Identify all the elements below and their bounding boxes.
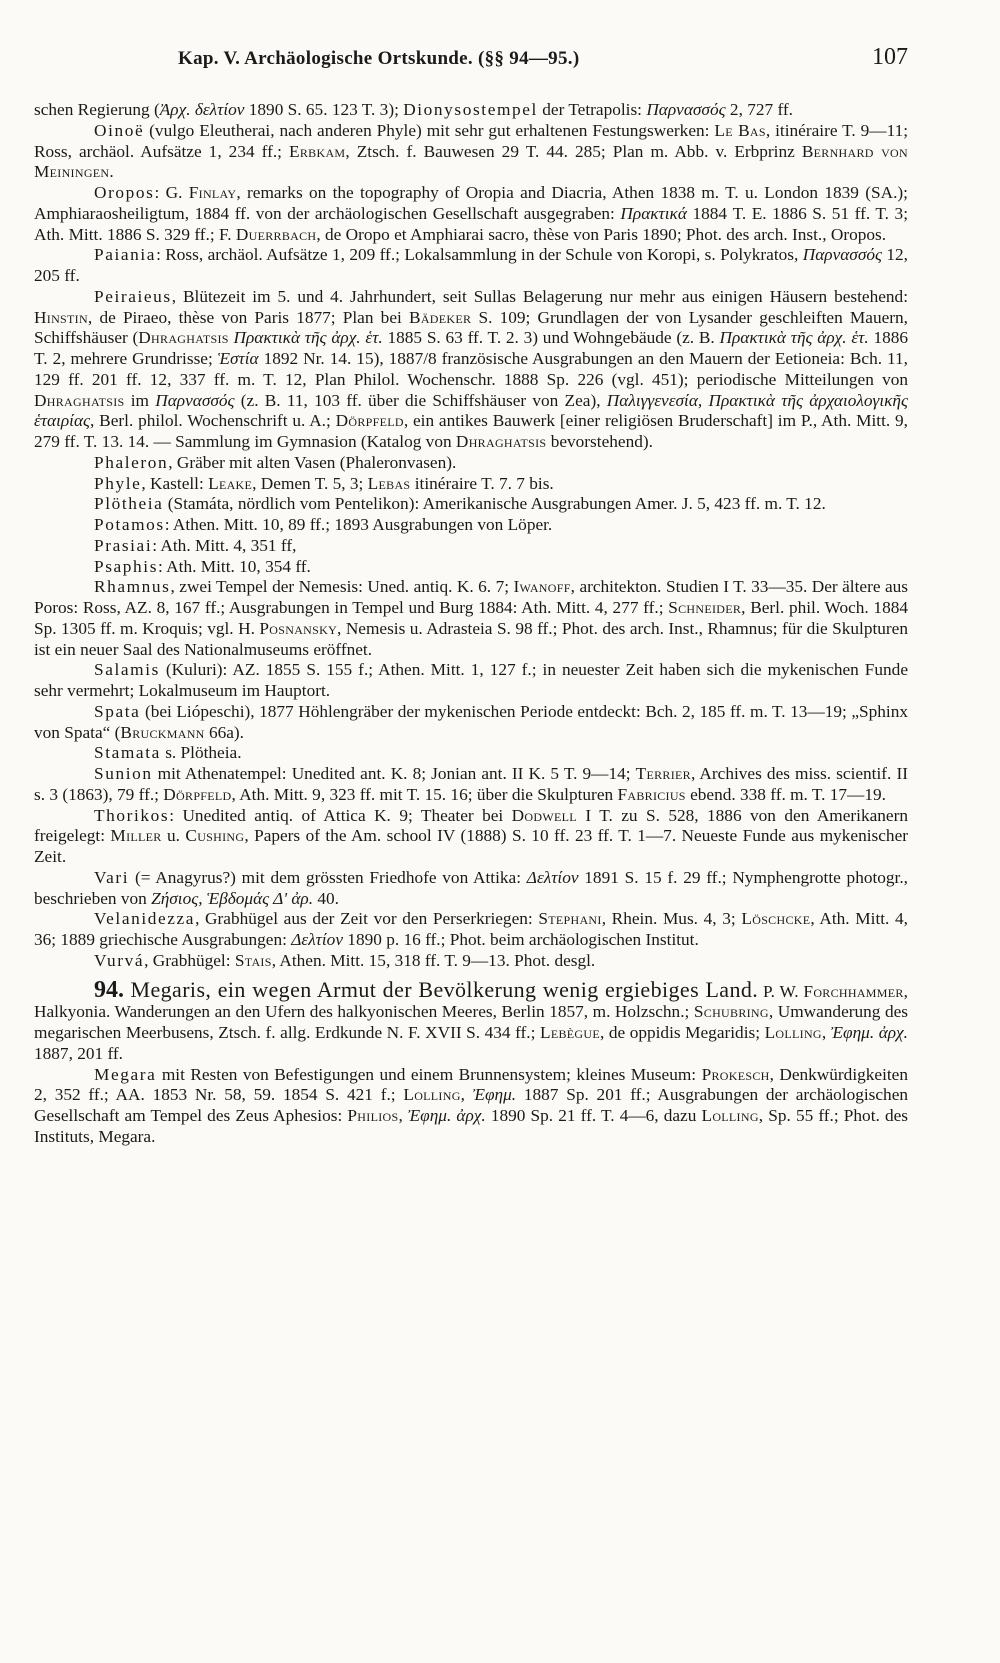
text-run: , de oppidis Megaridis; — [599, 1023, 765, 1042]
text-run: : Athen. Mitt. 10, 89 ff.; 1893 Ausgrabungen von Löper. — [164, 515, 553, 534]
text-run: 1887, 201 ff. — [34, 1043, 123, 1063]
section-heading-paragraph — [34, 976, 909, 1065]
paragraph — [34, 453, 908, 474]
paragraph — [34, 536, 908, 557]
greek-citation: Παρνασσός — [155, 390, 235, 410]
text-run: 1885 S. 63 ff. T. 2. 3) und Wohngebäude (z. B. — [382, 328, 720, 348]
text-run: , Ath. Mitt. 9, 323 ff. mit T. 15. 16; über die Skulpturen — [231, 784, 618, 804]
text-run: , Ath. Mitt. 4, 36; 1889 griechische Ausgrabungen: — [34, 909, 909, 949]
section-title: , ein wegen Armut der Bevölkerung wenig ergiebiges Land. — [205, 976, 759, 1002]
author-name: Löschcke — [741, 909, 811, 929]
text-run: , de Piraeo, thèse von Paris 1877; Plan bei — [87, 307, 409, 327]
author-name: Iwanoff — [513, 577, 571, 597]
greek-citation: Ἐφημ. ἀρχ. — [407, 1106, 486, 1125]
paragraph — [34, 764, 908, 806]
text-run: 1890 p. 16 ff.; Phot. beim archäologischen Institut. — [342, 930, 699, 949]
text-run: 1890 S. 65. 123 T. 3); — [244, 100, 404, 119]
paragraph — [34, 100, 908, 121]
place-name: Stamata — [94, 743, 161, 763]
text-run: , Denkwürdigkeiten 2, 352 ff.; AA. 1853 Nr. 58, 59. 1854 S. 421 f.; — [34, 1064, 908, 1105]
text-run: u. — [161, 826, 186, 846]
author-name: Schneider — [668, 598, 742, 617]
text-run: 1886 T. 2, mehrere Grundrisse; — [34, 328, 909, 368]
text-run: 1891 S. 15 f. 29 ff.; Nymphengrotte photogr., beschrieben von — [34, 867, 908, 908]
place-name: Oinoë — [94, 120, 145, 140]
section-number: 94. — [94, 976, 131, 1003]
paragraph — [34, 245, 908, 287]
paragraph — [34, 287, 908, 453]
place-name: Potamos — [94, 515, 165, 534]
author-name: Lolling — [701, 1106, 759, 1125]
section-heading: Megaris — [130, 976, 206, 1002]
text-run: 1890 Sp. 21 ff. T. 4—6, dazu — [485, 1106, 702, 1125]
author-name: Dhraghatsis — [138, 328, 229, 348]
text-run: (bei Liópeschi), 1877 Höhlengräber der mykenischen Periode entdeckt: Bch. 2, 185 ff. m. T. 13—19; „Sphinx von Spata“ ( — [34, 701, 908, 742]
author-name: Posnansky — [259, 618, 338, 638]
text-run: , — [460, 1085, 473, 1105]
place-name: Plötheia — [94, 494, 164, 514]
greek-citation: Ἑστία — [217, 349, 259, 368]
author-name: Schubring — [693, 1002, 769, 1022]
author-name: Stais — [234, 950, 272, 970]
text-run: 1887 Sp. 201 ff.; Ausgrabungen der archäologischen Gesellschaft am Tempel des Zeus Aphesios: — [34, 1085, 909, 1125]
running-title: Kap. V. Archäologische Ortskunde. (§§ 94—95.) — [178, 48, 580, 69]
paragraph — [34, 557, 908, 578]
place-name: Spata — [94, 701, 141, 721]
author-name: Miller — [110, 826, 162, 846]
author-name: Dhraghatsis — [455, 432, 547, 451]
greek-citation: Δελτίον — [526, 867, 579, 887]
place-name: Rhamnus — [94, 577, 171, 597]
text-run: : Unedited antiq. of Attica K. 9; Theater bei — [169, 805, 512, 825]
place-name: Salamis — [94, 660, 160, 680]
author-name: Bruckmann — [120, 722, 205, 742]
text-run: (Stamáta, nördlich vom Pentelikon): Amerikanische Ausgrabungen Amer. J. 5, 423 ff. m. T. 12. — [163, 494, 826, 514]
place-name: Sunion — [94, 764, 153, 783]
author-name: Leake — [208, 473, 253, 493]
author-name: Dhraghatsis — [34, 390, 125, 410]
paragraph — [34, 183, 908, 245]
text-run: 1884 T. E. 1886 S. 51 ff. T. 3; Ath. Mitt. 1886 S. 329 ff.; F. — [34, 203, 908, 244]
place-name: Phaleron — [94, 452, 169, 472]
place-name: Velanidezza — [94, 909, 196, 929]
text-run: , de Oropo et Amphiarai sacro, thèse von Paris 1890; Phot. des arch. Inst., Oropos. — [316, 224, 887, 244]
paragraph — [34, 1065, 908, 1148]
author-name: Hinstin — [34, 307, 88, 327]
author-name: Le Bas — [714, 120, 766, 140]
text-run: , Athen. Mitt. 15, 318 ff. T. 9—13. Phot. desgl. — [271, 950, 596, 970]
text-run: : G. — [154, 183, 189, 202]
greek-citation: Ἀρχ. δελτίον — [159, 100, 245, 119]
greek-citation: Ἐφημ. — [472, 1085, 517, 1105]
author-name: Erbkam — [289, 141, 346, 161]
author-name: Terrier — [635, 764, 691, 783]
text-run: , — [398, 1106, 408, 1125]
paragraph — [34, 743, 908, 764]
text-run: s. Plötheia. — [160, 743, 242, 763]
paragraph — [34, 494, 908, 515]
text-run: , Papers of the Am. school IV (1888) S. 10 ff. 23 ff. T. 1—7. Neueste Funde aus mykenischer Zeit. — [34, 826, 908, 866]
author-name: Lebègue — [539, 1023, 600, 1042]
author-name: Dörpfeld — [335, 411, 404, 431]
text-run: , Rhein. Mus. 4, 3; — [601, 909, 742, 929]
author-name: Bernhard von Meiningen — [34, 141, 908, 182]
page-header — [178, 44, 908, 80]
greek-citation: Παλιγγενεσία, Πρακτικὰ τῆς ἀρχαιολογικῆς ἑταιρίας — [34, 390, 909, 431]
place-name: Phyle — [94, 473, 142, 493]
text-run: , architekton. Studien I T. 33—35. Der ältere aus Poros: Ross, AZ. 8, 167 ff.; Ausgrabungen in Tempel und Burg 1884: Ath. Mitt. 4, 277 ff.; — [34, 577, 908, 617]
place-name: Paiania — [94, 245, 157, 265]
text-run: , Berl. philol. Wochenschrift u. A.; — [90, 411, 336, 431]
body-text — [34, 100, 908, 1148]
place-name: Vurvá — [94, 950, 145, 970]
text-run: im — [124, 390, 156, 410]
greek-citation: Πρακτικά — [620, 203, 687, 223]
place-name: Oropos — [94, 183, 155, 202]
place-name: Psaphis — [94, 556, 159, 576]
text-run: : Ath. Mitt. 10, 354 ff. — [158, 556, 311, 576]
greek-citation: Πρακτικὰ τῆς ἀρχ. ἑτ. — [233, 328, 383, 348]
place-name: Prasiai — [94, 535, 153, 555]
author-name: Philios — [347, 1106, 399, 1125]
paragraph — [34, 121, 908, 183]
text-run: ebend. 338 ff. m. T. 17—19. — [685, 784, 886, 804]
text-run: der Tetrapolis: — [537, 100, 647, 119]
greek-citation: Πρακτικὰ τῆς ἀρχ. ἑτ. — [719, 328, 869, 348]
paragraph — [34, 515, 908, 536]
text-run: , — [821, 1023, 831, 1042]
text-run: bevorstehend). — [546, 432, 653, 451]
author-name: Duerrbach — [235, 224, 317, 244]
text-run: , Berl. phil. Woch. 1884 Sp. 1305 ff. m. Kroquis; vgl. H. — [34, 598, 908, 638]
author-name: Dörpfeld — [163, 784, 232, 804]
author-name: Dodwell — [511, 805, 577, 825]
text-run: , Blütezeit im 5. und 4. Jahrhundert, seit Sullas Belagerung nur mehr aus einigen Häusern bestehend: — [171, 286, 908, 306]
text-run: schen Regierung ( — [34, 100, 160, 119]
author-name: Lolling — [764, 1023, 822, 1042]
text-run: mit Resten von Befestigungen und einem Brunnensystem; kleines Museum: — [156, 1064, 702, 1084]
text-run: . — [109, 162, 114, 182]
place-name: Thorikos — [94, 805, 170, 825]
greek-citation: Ἐφημ. ἀρχ. — [830, 1023, 908, 1042]
text-run: , Halkyonia. Wanderungen an den Ufern des halkyonischen Meeres, Berlin 1857, m. Holzschn.; — [34, 981, 908, 1022]
author-name: Lolling — [403, 1085, 461, 1105]
paragraph — [34, 577, 908, 660]
text-run: mit Athenatempel: Unedited ant. K. 8; Jonian ant. II K. 5 T. 9—14; — [152, 764, 636, 783]
greek-citation: Παρνασσός — [646, 100, 726, 119]
text-run: , zwei Tempel der Nemesis: Uned. antiq. K. 6. 7; — [170, 577, 514, 597]
text-run: 12, 205 ff. — [34, 245, 908, 285]
place-name: Peiraieus — [94, 286, 172, 306]
author-name: Bädeker — [409, 307, 472, 327]
text-run: 2, 727 ff. — [725, 100, 793, 119]
text-run: (Kuluri): AZ. 1855 S. 155 f.; Athen. Mitt. 1, 127 f.; in neuester Zeit haben sich die mykenischen Funde sehr vermehrt; Lokalmuseum im Hauptort. — [34, 660, 908, 700]
place-name: Megara — [94, 1064, 157, 1084]
text-run: , Nemesis u. Adrasteia S. 98 ff.; Phot. des arch. Inst., Rhamnus; für die Skulpturen ist ein neuer Saal des Nationalmuseums eröffnet. — [34, 618, 908, 659]
text-run: : Ross, archäol. Aufsätze 1, 209 ff.; Lokalsammlung in der Schule von Koropi, s. Polykratos, — [156, 245, 803, 265]
text-run: , ein antikes Bauwerk [einer religiösen Bruderschaft] im P., Ath. Mitt. 9, 279 ff. T. 13. 14. — Sammlung im Gymnasion (Katalog von — [34, 411, 908, 451]
author-name: Forchhammer — [803, 981, 904, 1001]
text-run: : Ath. Mitt. 4, 351 ff, — [152, 535, 297, 555]
place-name: Vari — [94, 867, 130, 887]
paragraph — [34, 806, 908, 868]
text-run: , Umwanderung des megarischen Meerbusens, Ztsch. f. allg. Erdkunde N. F. XVII S. 434 ff.; — [34, 1002, 909, 1042]
place-name: Dionysostempel — [403, 100, 538, 119]
text-run: , Grabhügel: — [144, 950, 235, 970]
paragraph — [34, 660, 908, 702]
text-run: , itinéraire T. 9—11; Ross, archäol. Aufsätze 1, 234 ff.; — [34, 120, 909, 161]
greek-citation: Παρνασσός — [802, 245, 883, 265]
text-run: , Demen T. 5, 3; — [252, 473, 368, 493]
paragraph — [34, 868, 908, 910]
text-run: I T. zu S. 528, 1886 von den Amerikanern freigelegt: — [34, 805, 908, 846]
greek-citation: Ζήσιος, Ἑβδομάς Δ' ἀρ. — [151, 888, 314, 908]
text-run: (vulgo Eleutherai, nach anderen Phyle) mit sehr gut erhaltenen Festungswerken: — [144, 120, 715, 140]
text-run: (z. B. 11, 103 ff. über die Schiffshäuser von Zea), — [234, 390, 607, 410]
text-run: , Grabhügel aus der Zeit vor den Perserkriegen: — [195, 909, 539, 929]
paragraph — [34, 702, 908, 744]
paragraph — [34, 909, 908, 951]
page-number: 107 — [872, 44, 908, 70]
author-name: Lebas — [367, 473, 411, 493]
text-run: 66a). — [204, 722, 244, 742]
text-run: , Ztsch. f. Bauwesen 29 T. 44. 285; Plan m. Abb. v. Erbprinz — [345, 141, 802, 161]
author-name: Stephani — [538, 909, 602, 929]
text-run: 40. — [313, 888, 339, 908]
text-run: itinéraire T. 7. 7 bis. — [410, 473, 554, 493]
text-run: , Kastell: — [141, 473, 209, 493]
author-name: Fabricius — [617, 784, 686, 804]
text-run: 1892 Nr. 14. 15), 1887/8 französische Ausgrabungen an den Mauern der Eetioneia: Bch. 11, 129 ff. 201 ff. 12, 337 ff. m. T. 12, Plan Philol. Wochenschr. 1888 Sp. 226 (vgl. 451); periodische Mitteilungen von — [34, 349, 908, 389]
text-run: P. W. — [758, 981, 804, 1001]
text-run: , Archives des miss. scientif. II s. 3 (1863), 79 ff.; — [34, 764, 908, 804]
text-run: , remarks on the topography of Oropia and Diacria, Athen 1838 m. T. u. London 1839 (SA.); Amphiaraosheiligtum, 1884 ff. von der archäologischen Gesellschaft ausgegraben: — [34, 183, 908, 223]
author-name: Cushing — [185, 826, 245, 846]
text-run: (= Anagyrus?) mit dem grössten Friedhofe von Attika: — [129, 867, 527, 887]
greek-citation: Δελτίον — [291, 930, 343, 949]
text-run: , Sp. 55 ff.; Phot. des Instituts, Megara. — [34, 1106, 908, 1146]
text-run: , Gräber mit alten Vasen (Phaleronvasen). — [168, 452, 457, 472]
text-run: S. 109; Grundlagen der von Lysander geschleiften Mauern, Schiffshäuser ( — [34, 307, 908, 348]
author-name: Prokesch — [701, 1064, 770, 1084]
author-name: Finlay — [188, 183, 237, 202]
paragraph — [34, 951, 908, 972]
paragraph — [34, 474, 908, 495]
